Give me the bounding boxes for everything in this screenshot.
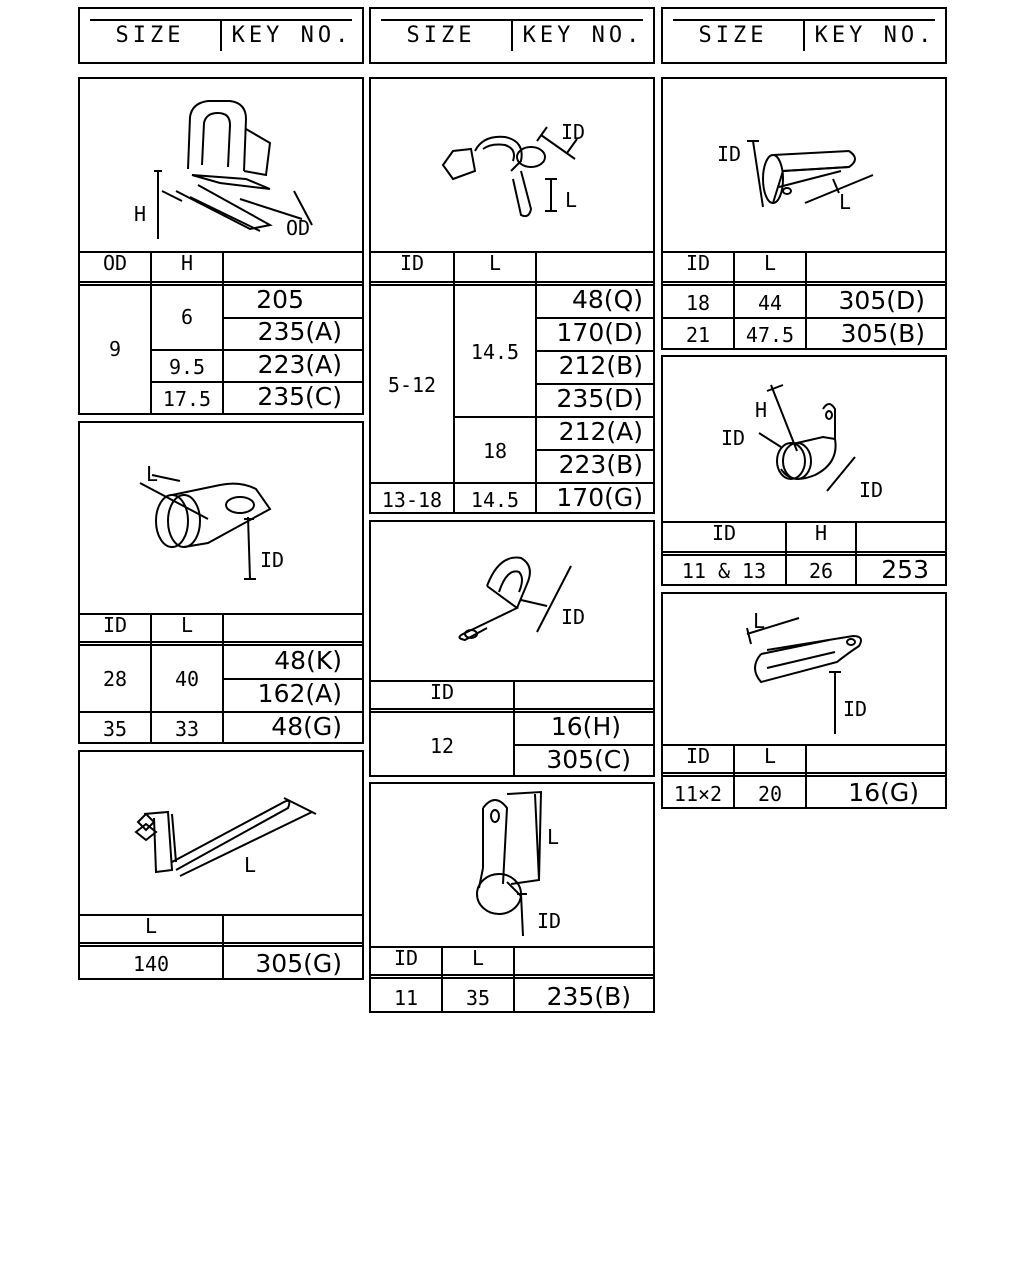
dim-id-label-2: ID <box>859 478 884 502</box>
col-id: ID <box>685 251 711 275</box>
push-clip-drawing <box>80 79 362 253</box>
column-headers <box>663 744 945 777</box>
col-id: ID <box>429 680 455 704</box>
double-clip-drawing <box>371 79 653 253</box>
cell-l: 18 <box>482 439 508 463</box>
col-divider <box>453 251 455 512</box>
key-no: 170(D) <box>556 318 643 347</box>
dim-h-label: H <box>134 202 147 226</box>
col-id: ID <box>399 251 425 275</box>
key-no: 305(G) <box>255 949 342 978</box>
key-no: 170(G) <box>556 483 643 512</box>
col-id: ID <box>711 521 737 545</box>
cell-id: 35 <box>102 717 128 741</box>
cell-h: 17.5 <box>162 387 212 411</box>
dim-l-label: L <box>146 462 159 486</box>
key-no: 223(B) <box>558 450 643 479</box>
open-clamp-drawing <box>663 79 945 253</box>
column-headers <box>371 946 653 979</box>
key-no: 48(G) <box>271 712 342 741</box>
cell-id: 28 <box>102 667 128 691</box>
col-l: L <box>763 744 777 768</box>
col-l: L <box>144 914 158 938</box>
col-l: L <box>763 251 777 275</box>
column-headers <box>80 251 362 286</box>
key-no: 16(G) <box>848 778 919 807</box>
loop-clamp-drawing <box>663 357 945 523</box>
key-no: 205 <box>256 285 304 314</box>
key-no: 162(A) <box>257 679 342 708</box>
key-no: 305(B) <box>840 319 925 348</box>
cell-l: 14.5 <box>470 488 520 512</box>
dim-h-label: H <box>755 398 768 422</box>
tab-clip-drawing <box>371 522 653 682</box>
key-no: 235(D) <box>556 384 643 413</box>
key-no: 48(Q) <box>572 285 643 314</box>
col-id: ID <box>685 744 711 768</box>
cell-id: 11×2 <box>673 782 723 806</box>
key-no: 235(A) <box>257 317 342 346</box>
key-no: 48(K) <box>274 646 342 675</box>
dim-id-label: ID <box>843 697 868 721</box>
panel-strap-clamp <box>661 592 947 809</box>
panel-push-clip <box>78 77 364 415</box>
key-no: 223(A) <box>257 350 342 379</box>
header-col-3 <box>661 7 947 64</box>
key-no: 235(B) <box>546 982 631 1011</box>
panel-open-clamp <box>661 77 947 350</box>
key-no: 305(C) <box>546 745 631 774</box>
cell-id: 5-12 <box>387 373 437 397</box>
cell-id: 11 & 13 <box>681 559 767 583</box>
cell-id: 18 <box>685 291 711 315</box>
header-size-label: SIZE <box>115 23 185 48</box>
col-id: ID <box>393 946 419 970</box>
header-size-label: SIZE <box>406 23 476 48</box>
cell-id: 11 <box>393 986 419 1010</box>
key-no: 212(B) <box>558 351 643 380</box>
dim-od-label: OD <box>286 216 311 240</box>
column-headers <box>80 914 362 947</box>
cell-l: 35 <box>465 986 491 1010</box>
dim-id-label-1: ID <box>721 426 746 450</box>
cell-od: 9 <box>108 337 122 361</box>
column-headers <box>371 251 653 286</box>
header-col-1 <box>78 7 364 64</box>
col-l: L <box>471 946 485 970</box>
dim-l-label: L <box>839 190 852 214</box>
dim-id-label: ID <box>561 605 586 629</box>
panel-loop-clamp <box>661 355 947 586</box>
cell-l: 40 <box>174 667 200 691</box>
dim-l-label: L <box>244 853 257 877</box>
cell-l: 14.5 <box>470 340 520 364</box>
key-no: 305(D) <box>838 286 925 315</box>
col-h: H <box>180 251 194 275</box>
header-key-label: KEY NO. <box>814 23 936 48</box>
dim-id-label: ID <box>537 909 562 933</box>
pin-bracket-drawing <box>80 752 362 916</box>
cell-h: 9.5 <box>168 355 206 379</box>
header-size-label: SIZE <box>698 23 768 48</box>
key-no: 253 <box>881 555 929 584</box>
col-l: L <box>180 613 194 637</box>
cell-l: 140 <box>132 952 170 976</box>
cell-h: 6 <box>180 305 194 329</box>
panel-pin-bracket <box>78 750 364 980</box>
key-no: 235(C) <box>257 382 342 411</box>
panel-p-clamp <box>369 782 655 1013</box>
panel-cushion-clamp <box>78 421 364 744</box>
panel-double-clip <box>369 77 655 514</box>
cushion-clamp-drawing <box>80 423 362 615</box>
cell-id: 13-18 <box>381 488 443 512</box>
dim-l-label: L <box>753 609 766 633</box>
cell-l: 20 <box>757 782 783 806</box>
strap-clamp-drawing <box>663 594 945 746</box>
cell-id: 12 <box>429 734 455 758</box>
column-headers <box>371 680 653 713</box>
column-headers <box>80 613 362 646</box>
cell-l: 47.5 <box>745 323 795 347</box>
dim-l-label: L <box>565 188 578 212</box>
cell-l: 44 <box>757 291 783 315</box>
col-id: ID <box>102 613 128 637</box>
header-key-label: KEY NO. <box>522 23 644 48</box>
panel-tab-clip <box>369 520 655 777</box>
dim-l-label: L <box>547 825 560 849</box>
key-no: 212(A) <box>558 417 643 446</box>
dim-id-label: ID <box>260 548 285 572</box>
col-od: OD <box>102 251 128 275</box>
cell-l: 33 <box>174 717 200 741</box>
key-no: 16(H) <box>550 712 621 741</box>
col-h: H <box>814 521 828 545</box>
col-l: L <box>488 251 502 275</box>
column-headers <box>663 251 945 286</box>
column-headers <box>663 521 945 556</box>
cell-id: 21 <box>685 323 711 347</box>
dim-id-label: ID <box>561 120 586 144</box>
header-col-2 <box>369 7 655 64</box>
dim-id-label: ID <box>717 142 742 166</box>
p-clamp-drawing <box>371 784 653 948</box>
cell-h: 26 <box>808 559 834 583</box>
header-key-label: KEY NO. <box>231 23 353 48</box>
